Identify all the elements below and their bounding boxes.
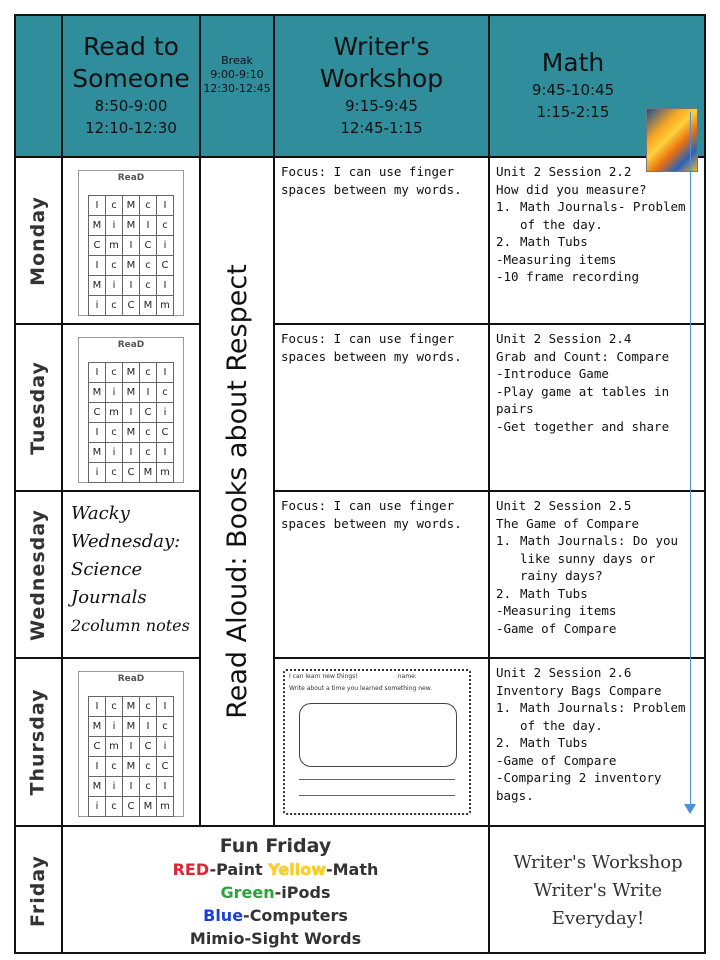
header-corner	[14, 14, 63, 158]
worksheet-letter: M	[89, 443, 106, 463]
math-cell-monday: Unit 2 Session 2.2 How did you measure? 1. Math Journals- Problem of the day. 2. Math Tubs -Measuring items -10 frame recording	[490, 158, 706, 325]
math-item-1: Math Journals: Problem of the day.	[520, 700, 686, 733]
ww-cell-wednesday	[275, 492, 490, 659]
read-cell-thursday	[63, 659, 201, 827]
read-worksheet	[78, 170, 184, 316]
worksheet-letter: C	[157, 757, 174, 777]
worksheet-letter: I	[123, 737, 140, 757]
math-session-subtitle: Inventory Bags Compare	[496, 682, 662, 698]
worksheet-letter: c	[140, 196, 157, 216]
worksheet-letter: I	[140, 717, 157, 737]
math-time-2: 1:15-2:15	[536, 103, 610, 121]
math-title: Math	[541, 48, 605, 77]
ww-time-1: 9:15-9:45	[345, 97, 418, 115]
worksheet-letter: C	[140, 737, 157, 757]
worksheet-grid	[88, 362, 174, 483]
math-cell-wednesday: Unit 2 Session 2.5 The Game of Compare 1. Math Journals: Do you like sunny days or rainy days? 2. Math Tubs -Measuring items -Game of Compare	[490, 492, 706, 659]
journal-writing-line	[299, 779, 455, 780]
worksheet-title: ReaD	[117, 340, 145, 350]
worksheet-letter: I	[89, 423, 106, 443]
worksheet-letter: m	[157, 463, 174, 483]
worksheet-letter: c	[140, 443, 157, 463]
math-time-1: 9:45-10:45	[531, 81, 615, 99]
friday-line-red-yellow: RED-Paint Yellow-Math	[172, 860, 379, 879]
ww-cell-thursday	[275, 659, 490, 827]
break-title: Break	[221, 54, 253, 67]
worksheet-letter: M	[123, 697, 140, 717]
day-label-tuesday: Tuesday	[14, 325, 63, 492]
header-writers-workshop	[275, 14, 490, 158]
scroll-guide-line	[690, 112, 691, 808]
journal-line-2: Write about a time you learned something new.	[289, 685, 432, 692]
math-session-subtitle: The Game of Compare	[496, 515, 639, 531]
math-session-subtitle: How did you measure?	[496, 181, 647, 197]
read-time-2: 12:10-12:30	[85, 119, 177, 137]
worksheet-letter: m	[106, 236, 123, 256]
worksheet-letter: I	[89, 757, 106, 777]
worksheet-letter: c	[157, 383, 174, 403]
worksheet-letter: C	[89, 737, 106, 757]
journal-name-label: name:	[397, 673, 417, 680]
worksheet-letter: i	[89, 463, 106, 483]
read-cell-monday	[63, 158, 201, 325]
friday-right-line-2: Writer's Write	[533, 879, 663, 901]
friday-green-label: Green	[220, 883, 275, 902]
worksheet-letter: i	[157, 403, 174, 423]
worksheet-letter: c	[106, 797, 123, 817]
worksheet-letter: i	[89, 797, 106, 817]
worksheet-letter: i	[89, 296, 106, 316]
friday-yellow-label: Yellow	[268, 860, 326, 879]
worksheet-letter: I	[89, 363, 106, 383]
worksheet-letter: I	[157, 777, 174, 797]
worksheet-letter: i	[106, 383, 123, 403]
journal-writing-line	[299, 795, 455, 796]
read-worksheet	[78, 671, 184, 817]
math-item-1: Math Journals- Problem of the day.	[520, 199, 686, 232]
math-note-1: -Measuring items	[496, 603, 617, 618]
worksheet-letter: M	[89, 276, 106, 296]
worksheet-title: ReaD	[117, 674, 145, 684]
wacky-line-4: Journals	[71, 587, 147, 608]
worksheet-letter: I	[89, 196, 106, 216]
read-time-1: 8:50-9:00	[94, 97, 168, 115]
worksheet-letter: i	[157, 737, 174, 757]
worksheet-letter: i	[106, 717, 123, 737]
worksheet-letter: m	[157, 296, 174, 316]
friday-line-green: Green-iPods	[220, 883, 331, 902]
worksheet-letter: c	[140, 423, 157, 443]
math-cell-tuesday	[490, 325, 706, 492]
worksheet-letter: M	[89, 717, 106, 737]
break-time-2: 12:30-12:45	[203, 82, 271, 95]
day-label-monday: Monday	[14, 158, 63, 325]
math-note-3: -Get together and share	[496, 418, 670, 434]
fun-friday-title: Fun Friday	[219, 835, 332, 857]
read-cell-tuesday	[63, 325, 201, 492]
worksheet-letter: c	[157, 717, 174, 737]
worksheet-letter: M	[140, 463, 157, 483]
worksheet-letter: c	[106, 363, 123, 383]
friday-right-line-1: Writer's Workshop	[513, 851, 683, 873]
worksheet-letter: I	[157, 363, 174, 383]
day-label-friday: Friday	[14, 827, 63, 954]
worksheet-letter: I	[157, 196, 174, 216]
friday-right-line-3: Everyday!	[551, 907, 645, 929]
ww-time-2: 12:45-1:15	[340, 119, 423, 137]
worksheet-letter: m	[157, 797, 174, 817]
worksheet-letter: M	[123, 216, 140, 236]
worksheet-grid	[88, 696, 174, 817]
focus-text: Focus: I can use finger spaces between my words.	[281, 331, 462, 364]
math-note-2: -Game of Compare	[496, 620, 617, 636]
worksheet-letter: c	[140, 777, 157, 797]
ww-cell-monday	[275, 158, 490, 325]
worksheet-letter: c	[140, 276, 157, 296]
worksheet-letter: c	[157, 216, 174, 236]
math-note-1: -Introduce Game	[496, 366, 609, 381]
worksheet-letter: M	[123, 363, 140, 383]
worksheet-letter: C	[123, 797, 140, 817]
math-session-title: Unit 2 Session 2.6	[496, 665, 632, 680]
worksheet-letter: I	[157, 697, 174, 717]
friday-right-cell	[490, 827, 706, 954]
worksheet-letter: I	[157, 276, 174, 296]
read-title-line2: Someone	[72, 64, 190, 93]
worksheet-letter: M	[89, 383, 106, 403]
worksheet-letter: c	[140, 363, 157, 383]
worksheet-letter: I	[123, 276, 140, 296]
journal-line-1: I can learn new things!	[289, 673, 358, 680]
journal-drawing-box	[299, 703, 457, 767]
math-item-2: Math Tubs	[520, 735, 588, 750]
worksheet-letter: i	[106, 276, 123, 296]
focus-text: Focus: I can use finger spaces between my words.	[281, 498, 462, 531]
worksheet-letter: M	[123, 717, 140, 737]
day-label-wednesday: Wednesday	[14, 492, 63, 659]
worksheet-letter: I	[140, 216, 157, 236]
focus-text: Focus: I can use finger spaces between my words.	[281, 164, 462, 197]
worksheet-letter: M	[89, 216, 106, 236]
worksheet-letter: I	[89, 697, 106, 717]
math-item-2: Math Tubs	[520, 234, 588, 249]
math-note-2: -Comparing 2 inventory bags.	[496, 770, 662, 803]
ww-title-line2: Workshop	[319, 64, 444, 93]
worksheet-letter: C	[157, 423, 174, 443]
journal-worksheet	[283, 669, 471, 815]
read-cell-wednesday	[63, 492, 201, 659]
math-session-title: Unit 2 Session 2.5	[496, 498, 632, 513]
worksheet-letter: C	[140, 236, 157, 256]
math-session-subtitle: Grab and Count: Compare	[496, 348, 670, 364]
worksheet-title: ReaD	[117, 173, 145, 183]
worksheet-letter: I	[123, 236, 140, 256]
worksheet-letter: m	[106, 403, 123, 423]
day-label-thursday: Thursday	[14, 659, 63, 827]
friday-line-blue: Blue-Computers	[203, 906, 348, 925]
worksheet-letter: i	[106, 777, 123, 797]
wacky-line-1: Wacky	[71, 503, 130, 524]
read-worksheet	[78, 337, 184, 483]
wacky-line-3: Science	[71, 559, 143, 580]
worksheet-letter: i	[157, 236, 174, 256]
read-aloud-text: Read Aloud: Books about Respect	[221, 264, 253, 719]
read-aloud-cell	[201, 158, 275, 827]
worksheet-letter: I	[157, 443, 174, 463]
worksheet-letter: i	[106, 443, 123, 463]
worksheet-letter: c	[140, 256, 157, 276]
worksheet-letter: i	[106, 216, 123, 236]
friday-blue-label: Blue	[203, 906, 244, 925]
ww-cell-tuesday	[275, 325, 490, 492]
math-session-title: Unit 2 Session 2.4	[496, 331, 632, 346]
math-item-1: Math Journals: Do you like sunny days or rainy days?	[520, 533, 679, 583]
math-item-2: Math Tubs	[520, 585, 588, 601]
worksheet-letter: C	[89, 236, 106, 256]
friday-main-cell	[63, 827, 490, 954]
worksheet-letter: C	[89, 403, 106, 423]
worksheet-letter: M	[140, 296, 157, 316]
worksheet-letter: M	[123, 196, 140, 216]
wacky-line-2: Wednesday:	[71, 531, 181, 552]
worksheet-grid	[88, 195, 174, 316]
worksheet-letter: c	[106, 463, 123, 483]
worksheet-letter: M	[140, 797, 157, 817]
ww-title-line1: Writer's	[333, 32, 430, 61]
math-note-1: -Measuring items	[496, 251, 617, 267]
read-title-line1: Read to	[83, 32, 179, 61]
worksheet-letter: C	[123, 463, 140, 483]
worksheet-letter: c	[140, 757, 157, 777]
header-read-to-someone	[63, 14, 201, 158]
worksheet-letter: M	[89, 777, 106, 797]
worksheet-letter: C	[123, 296, 140, 316]
math-note-2: -10 frame recording	[496, 269, 639, 284]
math-note-1: -Game of Compare	[496, 752, 617, 768]
worksheet-letter: c	[106, 296, 123, 316]
worksheet-letter: M	[123, 256, 140, 276]
worksheet-letter: I	[123, 777, 140, 797]
worksheet-letter: c	[106, 757, 123, 777]
worksheet-letter: c	[106, 196, 123, 216]
worksheet-letter: I	[123, 443, 140, 463]
worksheet-letter: I	[123, 403, 140, 423]
worksheet-letter: c	[106, 256, 123, 276]
worksheet-letter: M	[123, 423, 140, 443]
worksheet-letter: c	[106, 697, 123, 717]
worksheet-letter: c	[106, 423, 123, 443]
worksheet-letter: c	[140, 697, 157, 717]
math-session-title: Unit 2 Session 2.2	[496, 164, 632, 179]
math-note-2: -Play game at tables in pairs	[496, 383, 670, 416]
break-time-1: 9:00-9:10	[210, 68, 264, 81]
worksheet-letter: C	[157, 256, 174, 276]
worksheet-letter: M	[123, 383, 140, 403]
worksheet-letter: m	[106, 737, 123, 757]
worksheet-letter: I	[89, 256, 106, 276]
wacky-line-5: 2column notes	[71, 616, 190, 635]
worksheet-letter: C	[140, 403, 157, 423]
header-break	[201, 14, 275, 158]
friday-red-label: RED	[172, 860, 210, 879]
arrow-down-icon	[684, 804, 696, 814]
worksheet-letter: M	[123, 757, 140, 777]
friday-line-mimio: Mimio-Sight Words	[189, 929, 362, 948]
worksheet-letter: I	[140, 383, 157, 403]
math-cell-thursday: Unit 2 Session 2.6 Inventory Bags Compare 1. Math Journals: Problem of the day. 2. Math Tubs -Game of Compare -Comparing 2 inventory bags.	[490, 659, 706, 827]
